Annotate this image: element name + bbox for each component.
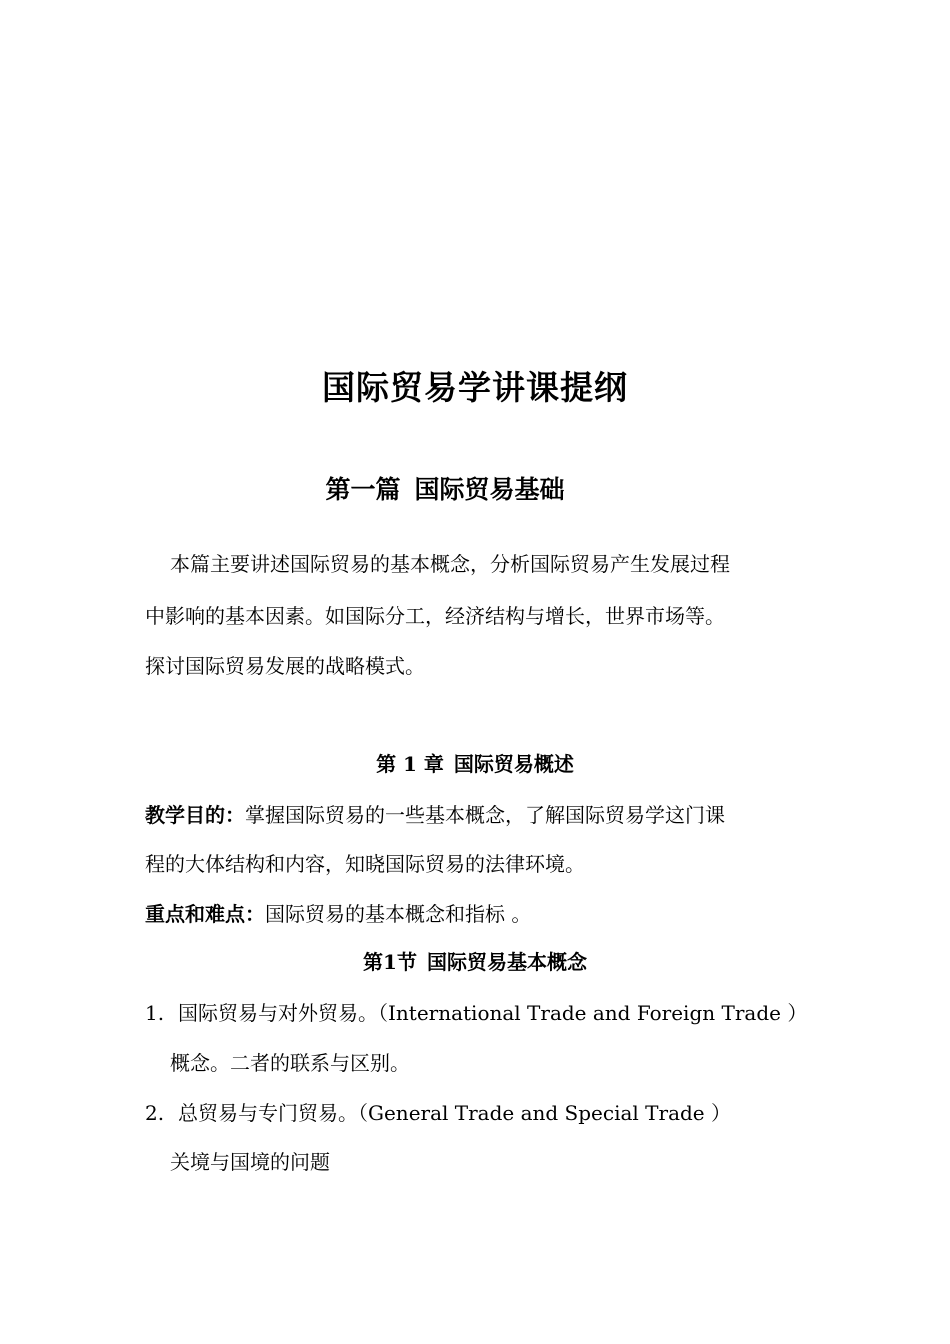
list-item-2-number: 2. [145, 1101, 165, 1125]
list-item-1-sub: 概念。二者的联系与区别。 [170, 1051, 410, 1075]
list-item-1 [145, 997, 807, 1026]
objective-label: 教学目的： [145, 803, 245, 827]
section-heading [0, 946, 950, 975]
keypoints-line [145, 898, 531, 927]
keypoints-text: 国际贸易的基本概念和指标 。 [265, 902, 532, 926]
list-item-1-number: 1. [145, 1001, 165, 1025]
list-item-1-text: 国际贸易与对外贸易。（International Trade and Foreign Trade ） [178, 1001, 808, 1025]
section-label: 第1节 [363, 950, 417, 974]
part-heading [0, 470, 890, 506]
chapter-label: 第 1 章 [376, 752, 444, 776]
list-item-2 [145, 1097, 731, 1126]
intro-line-3: 探讨国际贸易发展的战略模式。 [145, 654, 425, 678]
keypoints-label: 重点和难点： [145, 902, 265, 926]
document-title: 国际贸易学讲课提纲 [322, 368, 628, 407]
chapter-name: 国际贸易概述 [453, 752, 574, 776]
list-item-2-text: 总贸易与专门贸易。（General Trade and Special Trade ） [178, 1101, 731, 1125]
section-name: 国际贸易基本概念 [426, 950, 587, 974]
part-name: 国际贸易基础 [414, 475, 565, 504]
objective-line-1 [145, 799, 725, 828]
part-label: 第一篇 [325, 475, 401, 504]
list-item-2-sub: 关境与国境的问题 [170, 1150, 330, 1174]
intro-line-1: 本篇主要讲述国际贸易的基本概念，分析国际贸易产生发展过程 [170, 552, 730, 576]
objective-line-2: 程的大体结构和内容，知晓国际贸易的法律环境。 [145, 852, 585, 876]
intro-line-2: 中影响的基本因素。如国际分工，经济结构与增长，世界市场等。 [145, 604, 725, 628]
objective-text-1: 掌握国际贸易的一些基本概念，了解国际贸易学这门课 [245, 803, 725, 827]
chapter-heading [0, 748, 950, 777]
